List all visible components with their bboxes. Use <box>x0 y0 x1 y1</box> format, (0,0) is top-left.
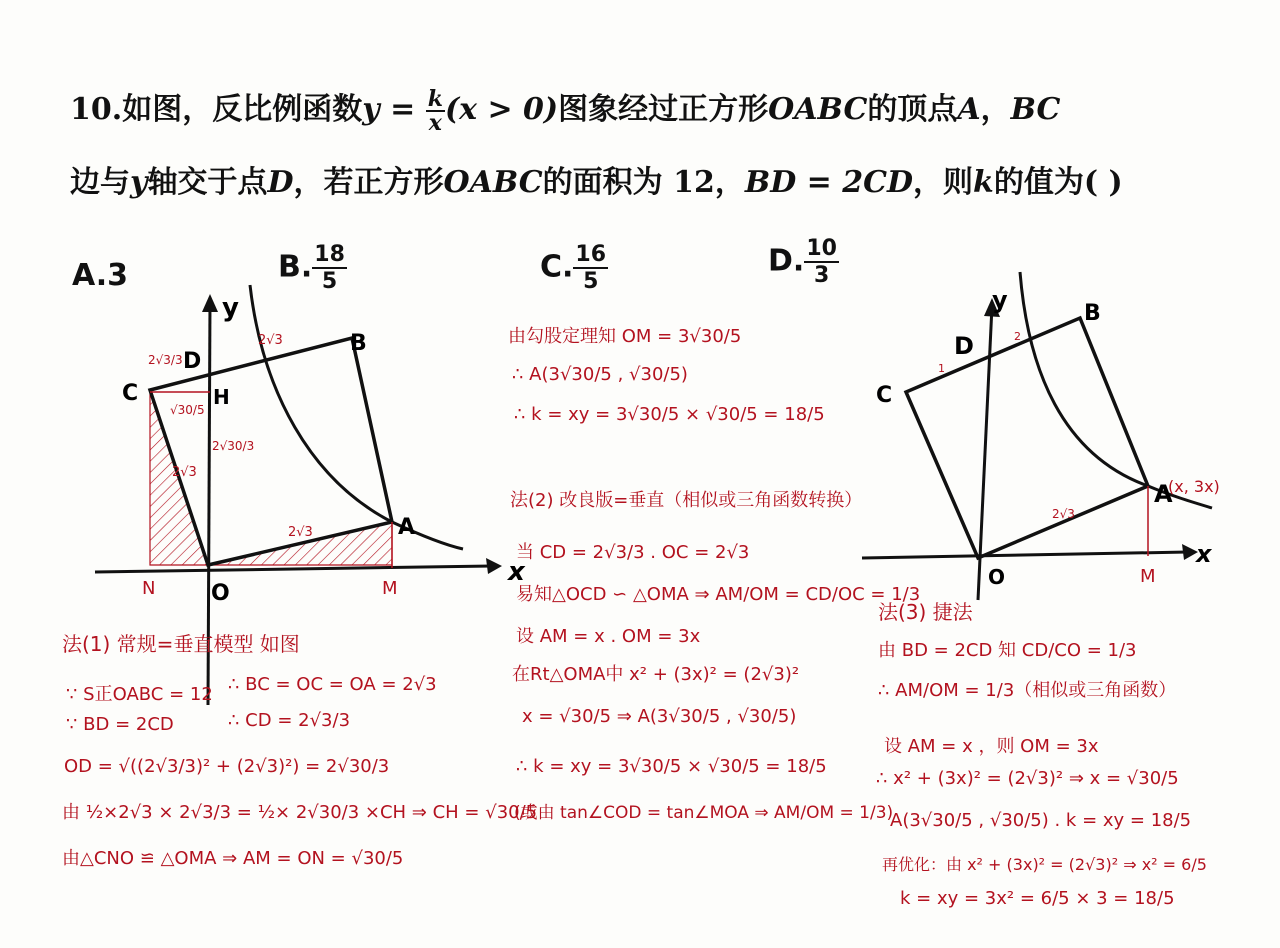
x-axis-right <box>862 552 1188 558</box>
method3-line5: A(3√30/5 , √30/5) . k = xy = 18/5 <box>890 810 1192 831</box>
annot-oa-right: 2√3 <box>1052 507 1075 521</box>
label-a-right: A <box>1154 480 1173 508</box>
method1-cont-line1: 由勾股定理知 OM = 3√30/5 <box>508 326 742 347</box>
label-y: y <box>222 293 239 323</box>
method1-line2b: ∴ CD = 2√3/3 <box>228 710 351 731</box>
label-x-right: x <box>1196 540 1212 568</box>
choice-d: D. $\frac{10}{3}$ <box>768 236 837 288</box>
label-m: M <box>382 578 398 599</box>
y-axis-arrow <box>202 294 218 312</box>
method1-line1a: ∵ S正OABC = 12 <box>66 684 213 705</box>
label-o: O <box>211 581 230 606</box>
method2-line2: 易知△OCD ∽ △OMA ⇒ AM/OM = CD/OC = 1/3 <box>516 584 921 605</box>
method2-line5: x = √30/5 ⇒ A(3√30/5 , √30/5) <box>522 706 797 727</box>
label-o-right: O <box>988 565 1006 589</box>
method3-line3: 设 AM = x ，则 OM = 3x <box>884 736 1099 757</box>
method1-cont-line2: ∴ A(3√30/5 , √30/5) <box>512 364 688 385</box>
annot-one: 1 <box>938 362 945 375</box>
a-coordinate: (x, 3x) <box>1168 477 1220 496</box>
label-y-right: y <box>992 286 1008 314</box>
hyperbola-curve <box>250 285 463 549</box>
method2-line3: 设 AM = x . OM = 3x <box>516 626 701 647</box>
annot-hd: 2√30/3 <box>212 439 255 453</box>
choice-a: A.3 <box>72 258 129 293</box>
method2-title: 法(2) 改良版=垂直（相似或三角函数转换） <box>510 490 863 511</box>
annot-two: 2 <box>1014 330 1021 343</box>
question-number: 10. <box>70 92 123 127</box>
annot-ch: √30/5 <box>170 403 205 417</box>
label-b-right: B <box>1084 301 1101 326</box>
annot-oa: 2√3 <box>288 525 313 540</box>
method1-line4: 由 ½×2√3 × 2√3/3 = ½× 2√30/3 ×CH ⇒ CH = √30/5 <box>62 802 538 823</box>
method3-title: 法(3) 捷法 <box>878 600 973 624</box>
figure-right <box>840 260 1260 620</box>
label-m-right: M <box>1140 566 1156 587</box>
label-x: x <box>508 557 525 587</box>
method1-title: 法(1) 常规=垂直模型 如图 <box>62 632 300 656</box>
label-a: A <box>398 515 416 540</box>
function-fraction: $\frac{k}{x}$ <box>427 86 443 136</box>
label-n: N <box>142 578 156 599</box>
label-d-right: D <box>954 332 974 360</box>
method1-line1b: ∴ BC = OC = OA = 2√3 <box>228 674 437 695</box>
annot-cn: 2√3 <box>172 465 197 480</box>
annot-top: 2√3 <box>258 333 283 348</box>
x-axis-arrow <box>486 558 502 574</box>
method3-line7: k = xy = 3x² = 6/5 × 3 = 18/5 <box>900 888 1175 909</box>
choice-b: B. $\frac{18}{5}$ <box>278 242 345 294</box>
annot-cd: 2√3/3 <box>148 353 183 367</box>
figure-left <box>0 0 640 720</box>
question-line-1: 10.如图，反比例函数y = $\frac{k}{x}$ (x > 0)图象经过正方形OABC的顶点A，BC <box>70 86 1061 136</box>
choice-c: C. $\frac{16}{5}$ <box>540 242 607 294</box>
method2-line6: ∴ k = xy = 3√30/5 × √30/5 = 18/5 <box>516 756 827 777</box>
method3-line4: ∴ x² + (3x)² = (2√3)² ⇒ x = √30/5 <box>876 768 1179 789</box>
label-h: H <box>213 385 230 409</box>
method3-line2: ∴ AM/OM = 1/3（相似或三角函数） <box>878 680 1177 701</box>
method2-line7: (或由 tan∠COD = tan∠MOA ⇒ AM/OM = 1/3) <box>514 803 894 823</box>
method2-line1: 当 CD = 2√3/3 . OC = 2√3 <box>516 542 750 563</box>
label-d: D <box>183 349 202 374</box>
method1-cont-line3: ∴ k = xy = 3√30/5 × √30/5 = 18/5 <box>514 404 825 425</box>
hyperbola-curve-right <box>1020 272 1212 508</box>
method1-line3: OD = √((2√3/3)² + (2√3)²) = 2√30/3 <box>64 756 390 777</box>
label-c: C <box>122 381 139 406</box>
square-oabc-right <box>906 318 1148 558</box>
method3-line1: 由 BD = 2CD 知 CD/CO = 1/3 <box>878 640 1137 661</box>
label-c-right: C <box>876 383 893 408</box>
label-b: B <box>350 331 367 356</box>
method1-line5: 由△CNO ≌ △OMA ⇒ AM = ON = √30/5 <box>62 848 404 869</box>
method3-line6: 再优化：由 x² + (3x)² = (2√3)² ⇒ x² = 6/5 <box>882 855 1207 874</box>
method1-line2a: ∵ BD = 2CD <box>66 714 174 735</box>
x-axis <box>95 566 492 572</box>
method2-line4: 在Rt△OMA中 x² + (3x)² = (2√3)² <box>512 664 800 685</box>
question-line-2: 边与y轴交于点D，若正方形OABC的面积为 12，BD = 2CD，则k的值为( ) <box>70 165 1123 200</box>
